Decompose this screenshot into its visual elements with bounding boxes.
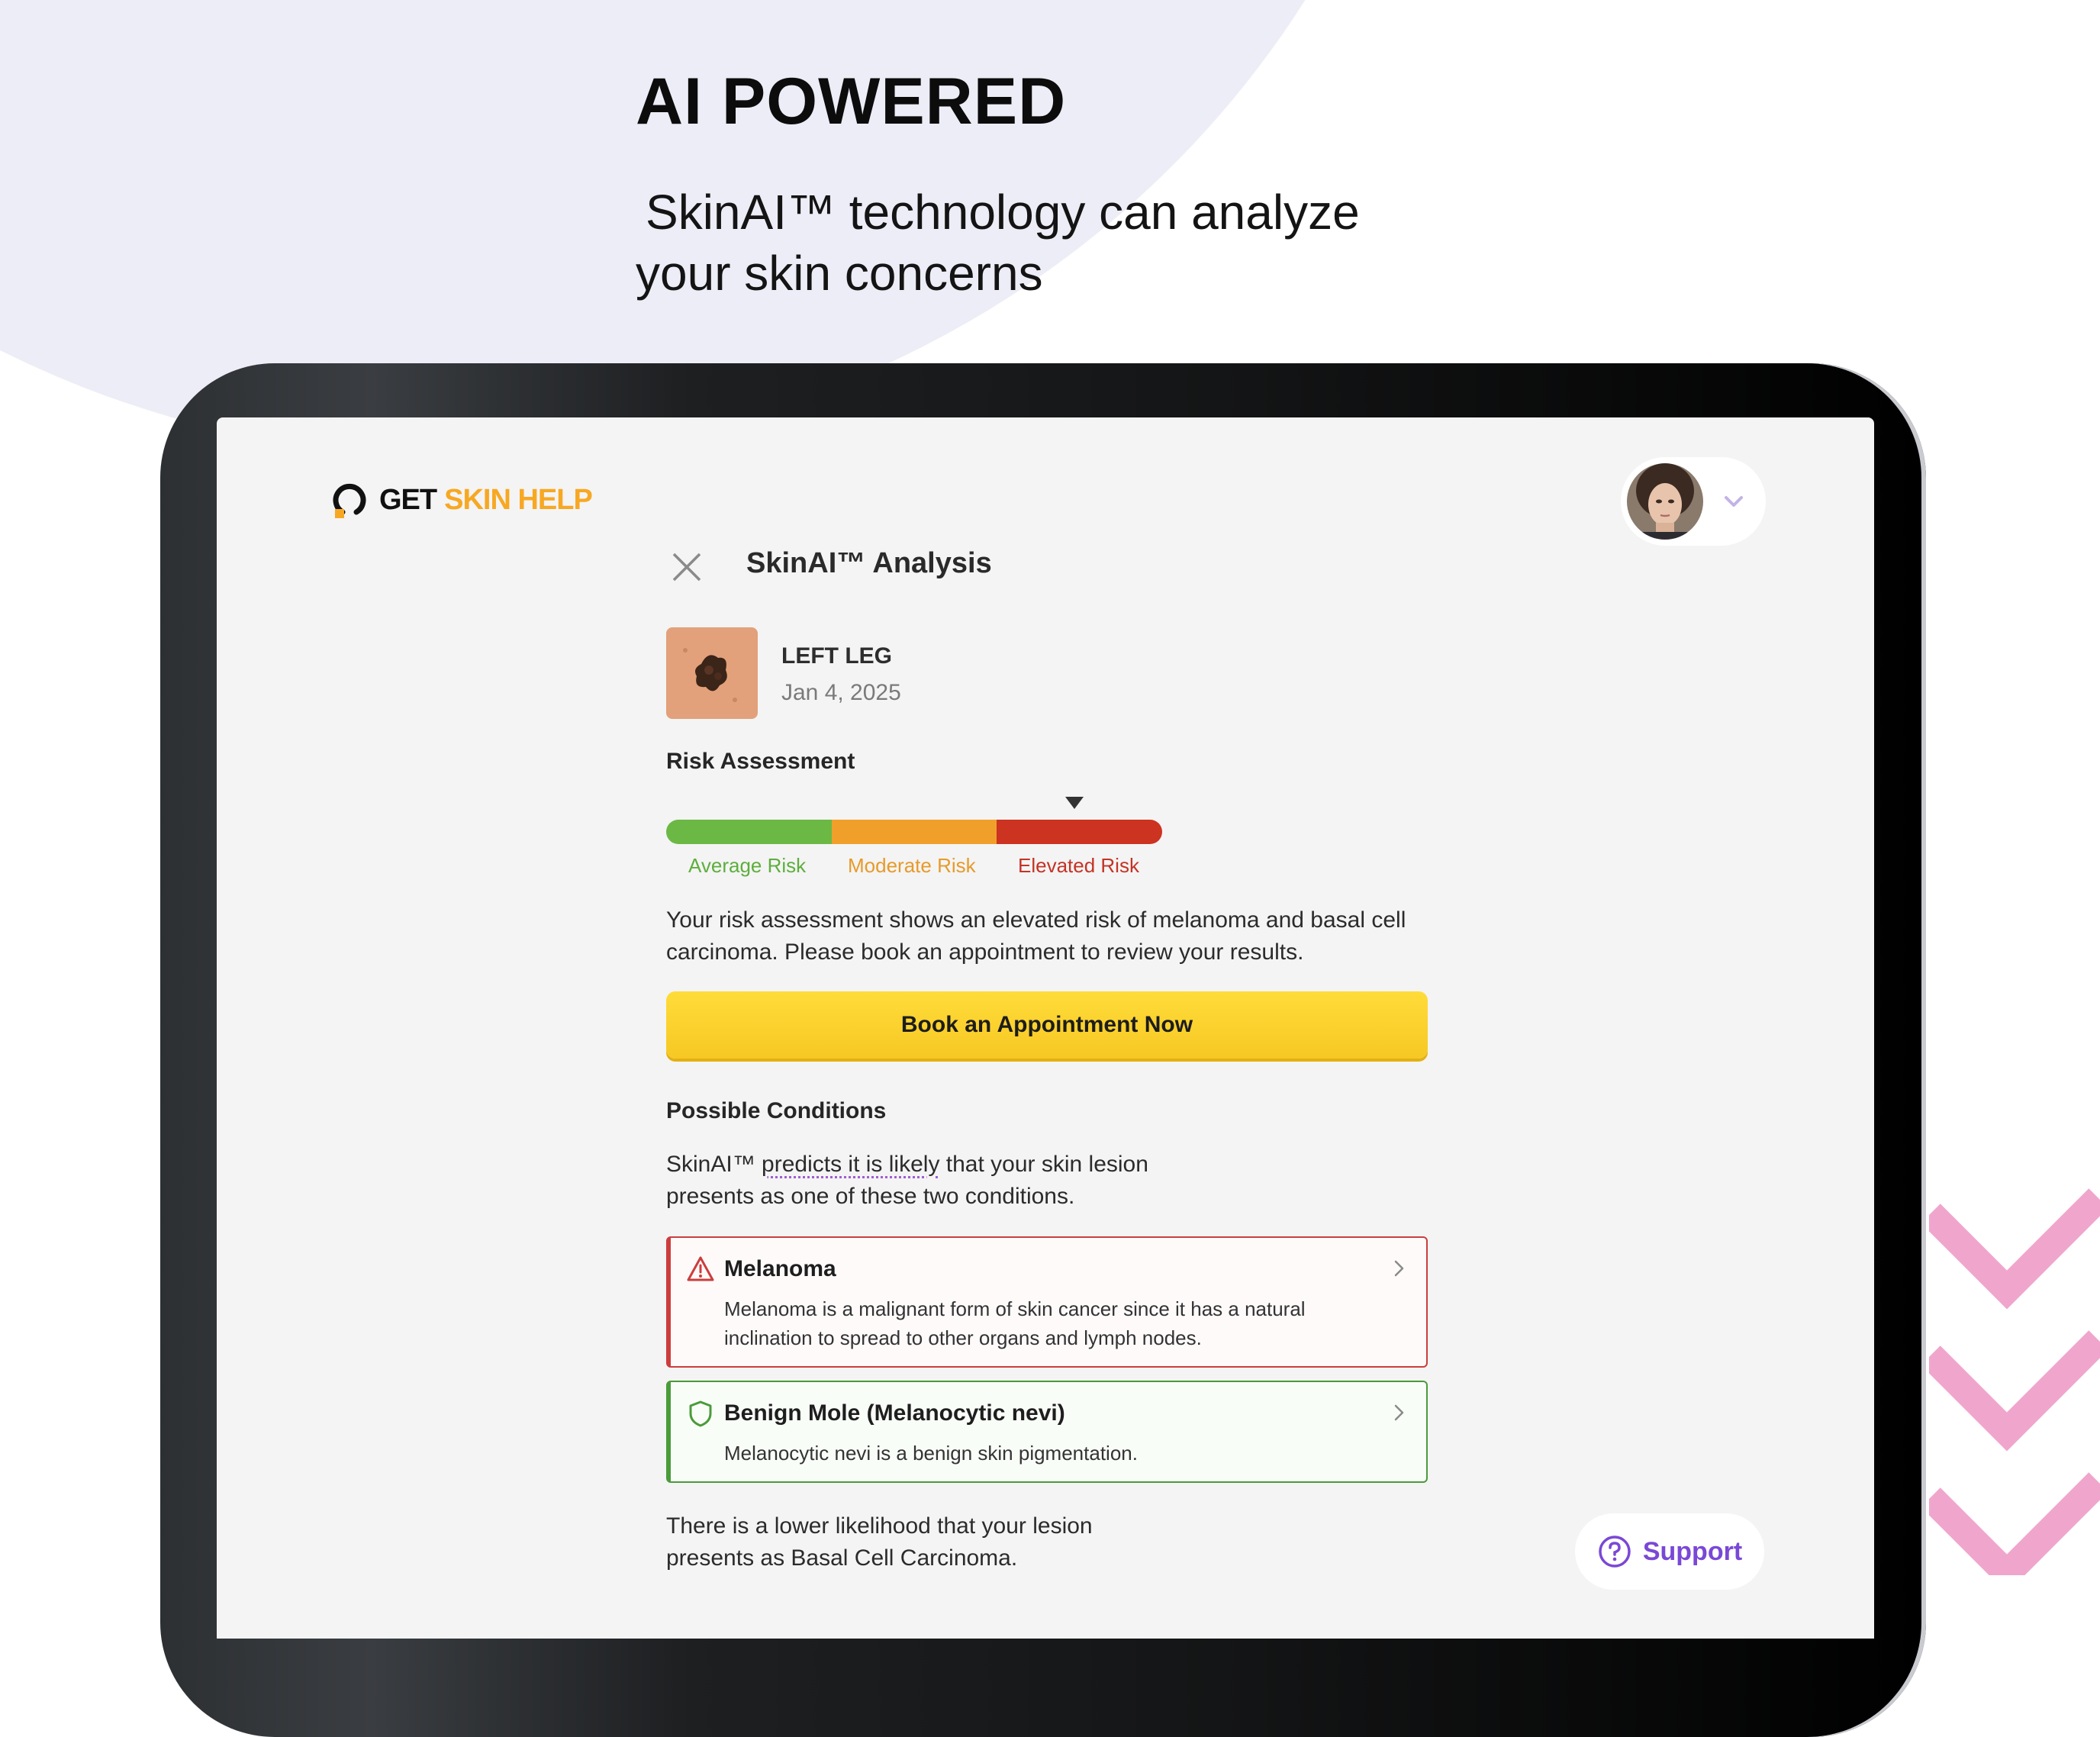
possible-conditions-title: Possible Conditions [666, 1098, 887, 1123]
decorative-chevrons [1929, 1175, 2100, 1575]
hero-headline: AI POWERED [636, 65, 1067, 138]
avatar-image [1627, 463, 1703, 540]
avatar [1627, 463, 1703, 540]
lesion-location: LEFT LEG [781, 643, 892, 669]
risk-bar [666, 820, 1162, 844]
chevron-down-icon [1720, 488, 1747, 515]
conditions-intro [666, 1149, 1193, 1213]
conditions-intro-prefix: SkinAI™ [666, 1152, 762, 1177]
condition-name: Melanoma [724, 1256, 836, 1281]
warning-icon [686, 1255, 715, 1284]
condition-name: Benign Mole (Melanocytic nevi) [724, 1400, 1065, 1426]
logo-text-get: GET [379, 483, 437, 516]
chevron-right-icon [1388, 1402, 1409, 1423]
chevron-right-icon [1388, 1258, 1409, 1279]
risk-segment-elevated [997, 820, 1162, 844]
shield-icon [686, 1399, 715, 1428]
close-icon[interactable] [671, 551, 703, 583]
risk-label-moderate: Moderate Risk [848, 854, 976, 877]
lower-likelihood-note: There is a lower likelihood that your lesion presents as Basal Cell Carcinoma. [666, 1513, 1093, 1571]
risk-marker-icon [1065, 797, 1084, 809]
lesion-image [666, 627, 758, 719]
risk-assessment-title: Risk Assessment [666, 749, 855, 774]
conditions-intro-suffix: that your skin lesion presents as one of these two conditions. [666, 1152, 1148, 1209]
condition-description: Melanocytic nevi is a benign skin pigmentation. [724, 1442, 1138, 1465]
support-button[interactable] [1575, 1513, 1764, 1590]
lesion-date: Jan 4, 2025 [781, 680, 901, 705]
hero-subline-1: SkinAI™ technology can analyze [646, 185, 1360, 240]
risk-label-elevated: Elevated Risk [1018, 854, 1139, 877]
support-label: Support [1642, 1536, 1743, 1566]
logo-text-skin-help: SKIN HELP [444, 483, 592, 516]
condition-description: Melanoma is a malignant form of skin cancer since it has a natural inclination to spread to other organs and lymph nodes. [724, 1297, 1306, 1349]
condition-card-melanoma[interactable] [666, 1236, 1428, 1368]
risk-label-average: Average Risk [688, 854, 807, 877]
risk-segment-average [666, 820, 832, 844]
predicts-likely-link[interactable]: predicts it is likely [762, 1152, 940, 1177]
logo-mark-icon [332, 482, 367, 518]
lesion-thumbnail[interactable] [666, 627, 758, 719]
risk-segment-moderate [832, 820, 997, 844]
app-logo[interactable] [332, 482, 592, 518]
hero-subline-2: your skin concerns [636, 246, 1043, 301]
risk-summary: Your risk assessment shows an elevated risk of melanoma and basal cell carcinoma. Please book an appointment to review your results. [666, 907, 1406, 965]
condition-card-benign-mole[interactable] [666, 1381, 1428, 1483]
app-screen [217, 417, 1874, 1639]
profile-menu[interactable] [1621, 457, 1766, 546]
hero-subheadline [636, 182, 1399, 304]
help-icon [1597, 1534, 1632, 1569]
book-appointment-button[interactable]: Book an Appointment Now [666, 991, 1428, 1059]
page-title: SkinAI™ Analysis [746, 547, 992, 579]
